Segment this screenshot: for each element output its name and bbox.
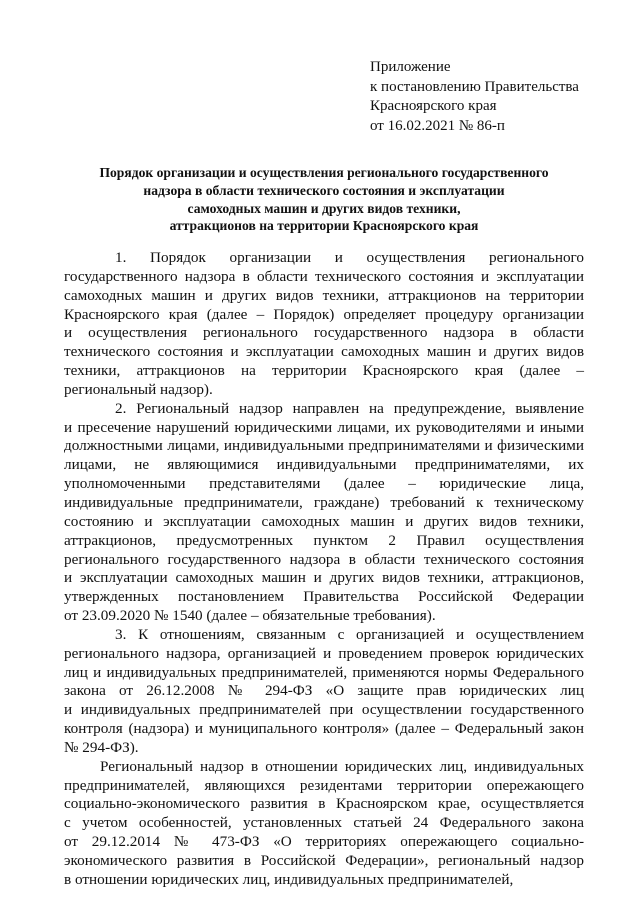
text-line: с учетом особенностей, установленных статьей 24 Федерального закона xyxy=(64,814,584,832)
text-line: и пресечение нарушений юридическими лицами, их руководителями и иными xyxy=(64,418,584,436)
text-line: уполномоченными представителями (далее – юридические лица, xyxy=(64,475,584,493)
document-body xyxy=(64,249,584,890)
text-line: и индивидуальных предпринимателей при осуществлении государственного xyxy=(64,701,584,719)
text-line: регионального надзора, организацией и проведением проверок юридических xyxy=(64,644,584,662)
text-line: лицами, не являющимися индивидуальными предпринимателями, их xyxy=(64,456,584,474)
text-line: предпринимателей, являющихся резидентами территории опережающего xyxy=(64,776,584,794)
paragraph-4 xyxy=(64,758,584,890)
paragraph-2 xyxy=(64,400,584,626)
text-line: 2. Региональный надзор направлен на предупреждение, выявление xyxy=(115,399,584,417)
appendix-region: Красноярского края xyxy=(370,98,497,114)
text-line: технического состояния и эксплуатации самоходных машин и других видов xyxy=(64,343,584,361)
text-line: и эксплуатации самоходных машин и других видов техники, аттракционов, xyxy=(64,569,584,587)
text-line: от 23.09.2020 № 1540 (далее – обязательные требования). xyxy=(64,607,436,625)
paragraph-3 xyxy=(64,626,584,758)
document-title xyxy=(58,164,590,235)
title-line-4: аттракционов на территории Красноярского края xyxy=(169,218,479,234)
appendix-label: Приложение xyxy=(370,59,451,75)
text-line: социально-экономического развития в Красноярском крае, осуществляется xyxy=(64,795,584,813)
paragraph-1 xyxy=(64,249,584,400)
text-line: техники, аттракционов на территории Красноярского края (далее – xyxy=(64,362,584,380)
text-line: должностными лицами, индивидуальными предпринимателями и физическими xyxy=(64,437,584,455)
text-line: от 29.12.2014 № 473-ФЗ «О территориях опережающего социально- xyxy=(64,833,584,851)
text-line: экономического развития в Российской Федерации», региональный надзор xyxy=(64,852,584,869)
text-line: государственного надзора в области технического состояния и эксплуатации xyxy=(64,267,584,285)
text-line: 1. Порядок организации и осуществления регионального xyxy=(115,249,584,266)
text-line: в отношении юридических лиц, индивидуальных предпринимателей, xyxy=(64,870,514,888)
text-line: регионального государственного надзора в области технического состояния xyxy=(64,550,584,568)
title-line-1: Порядок организации и осуществления регионального государственного xyxy=(99,165,549,180)
title-line-2: надзора в области технического состояния и эксплуатации xyxy=(143,182,505,198)
text-line: № 294-ФЗ). xyxy=(64,738,139,756)
text-line: утвержденных постановлением Правительства Российской Федерации xyxy=(64,588,584,606)
text-line: Красноярского края (далее – Порядок) определяет процедуру организации xyxy=(64,305,584,323)
text-line: закона от 26.12.2008 № 294-ФЗ «О защите прав юридических лиц xyxy=(64,682,584,700)
text-line: региональный надзор). xyxy=(64,380,213,398)
text-line: индивидуальные предприниматели, граждане) требований к техническому xyxy=(64,493,584,511)
title-line-3: самоходных машин и других видов техники, xyxy=(187,200,461,216)
appendix-resolution-ref: к постановлению Правительства xyxy=(370,78,579,95)
text-line: аттракционов, предусмотренных пунктом 2 Правил осуществления xyxy=(64,531,584,549)
text-line: Региональный надзор в отношении юридических лиц, индивидуальных xyxy=(100,757,584,775)
text-line: 3. К отношениям, связанным с организацией и осуществлением xyxy=(115,625,584,643)
text-line: лиц и индивидуальных предпринимателей, применяются нормы Федерального xyxy=(64,663,584,681)
appendix-header xyxy=(370,58,620,136)
text-line: состоянию и эксплуатации самоходных машин и других видов техники, xyxy=(64,512,584,530)
appendix-date-number: от 16.02.2021 № 86-п xyxy=(370,117,505,134)
text-line: контроля (надзора) и муниципального контроля» (далее – Федеральный закон xyxy=(64,720,584,738)
text-line: самоходных машин и других видов техники, аттракционов на территории xyxy=(64,286,584,304)
text-line: и осуществления регионального государственного надзора в области xyxy=(64,324,584,342)
